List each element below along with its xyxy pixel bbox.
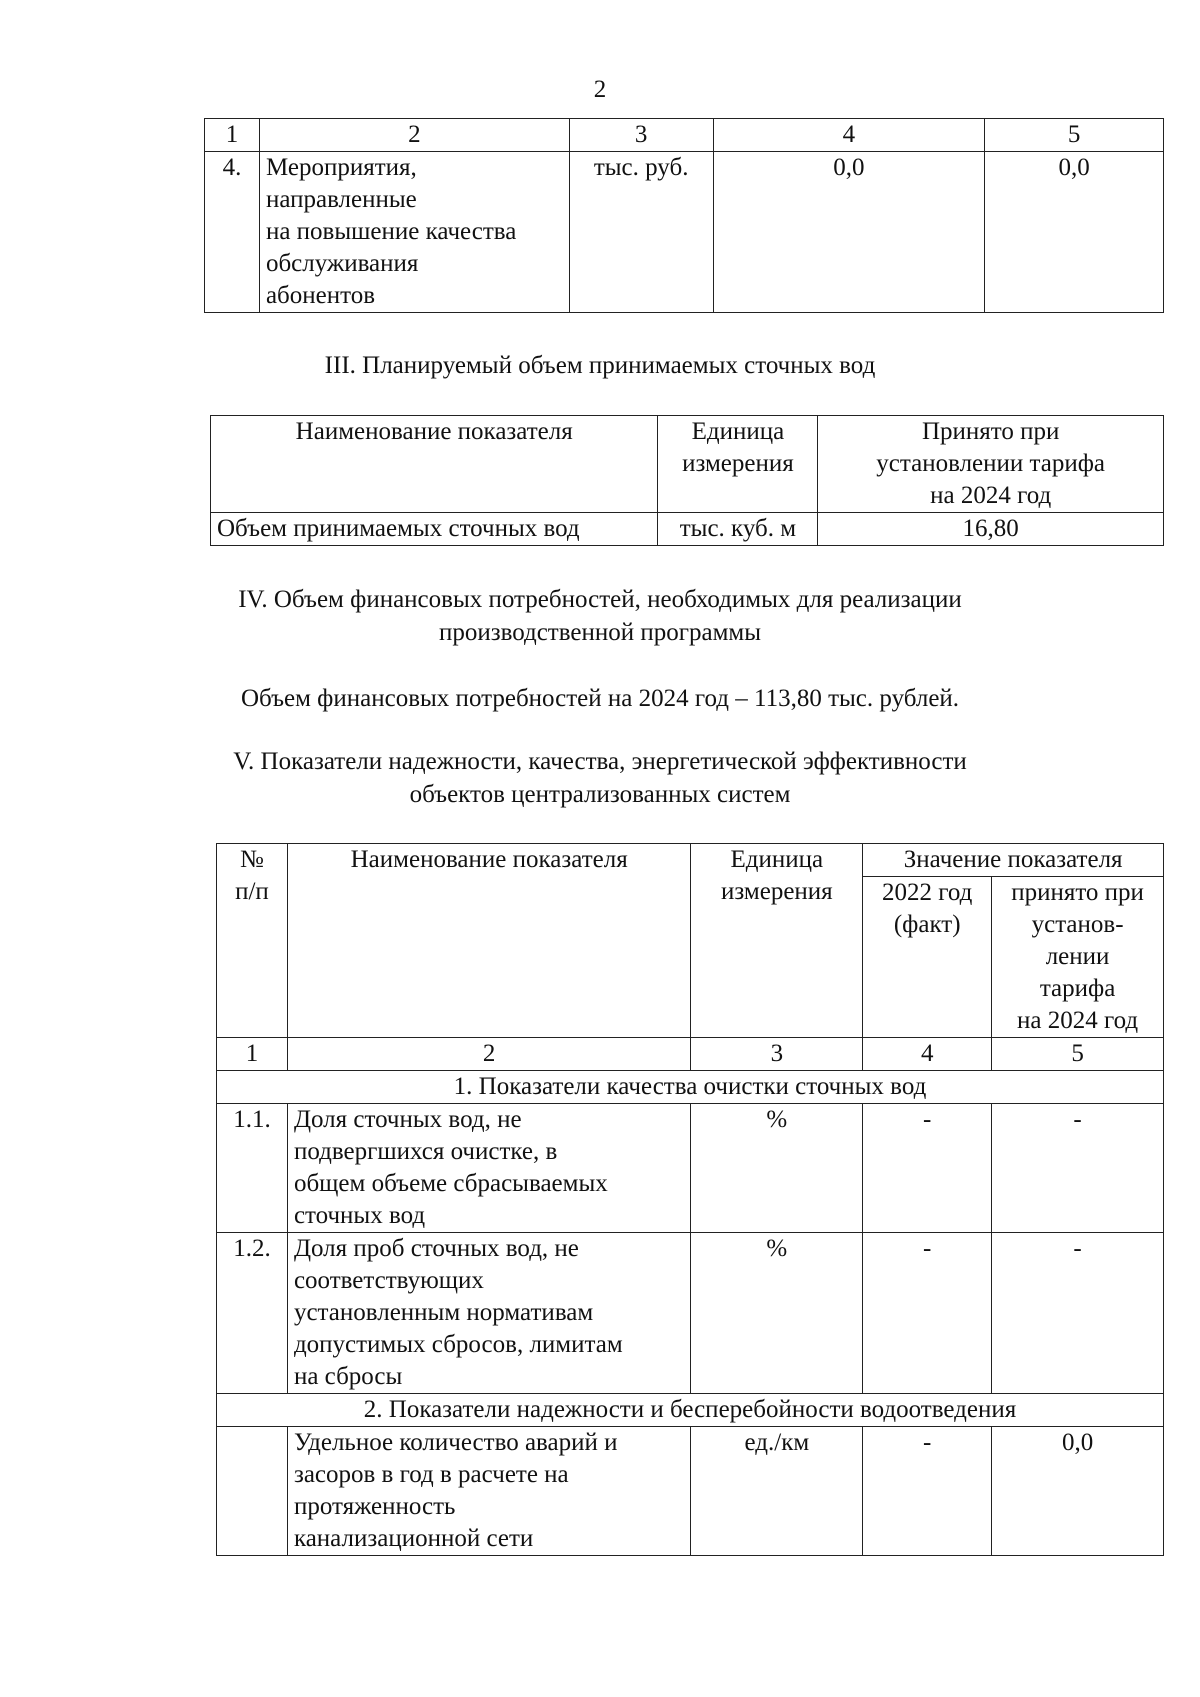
table-header-row: [217, 844, 1164, 877]
row-name-line: обслуживания: [265, 250, 419, 277]
group-2-title: 2. Показатели надежности и бесперебойности водоотведения: [217, 1394, 1164, 1427]
unit-header-line: Единица: [730, 846, 824, 873]
table-header-row: [205, 119, 1164, 152]
section-5-title-line: объектов централизованных систем: [409, 781, 791, 808]
row-tariff: 0,0: [992, 1427, 1164, 1556]
tariff-header-line: лении: [1045, 943, 1110, 970]
group-row: [217, 1394, 1164, 1427]
numbering-cell: 2: [287, 1038, 690, 1071]
row-name-line: на сбросы: [293, 1363, 403, 1390]
fact-header: [863, 877, 992, 1038]
row-name-line: Доля проб сточных вод, не: [293, 1235, 579, 1262]
indicator-name-header: Наименование показателя: [211, 416, 658, 513]
row-name-line: засоров в год в расчете на: [293, 1461, 569, 1488]
col-3-header: 3: [569, 119, 713, 152]
row-number: [217, 1427, 288, 1556]
row-name-line: подвергшихся очистке, в: [293, 1138, 558, 1165]
table-header-row: [211, 416, 1164, 513]
table-row: [217, 1427, 1164, 1556]
row-tariff: -: [992, 1104, 1164, 1233]
financial-statement: Объем финансовых потребностей на 2024 год – 113,80 тыс. рублей.: [240, 685, 960, 712]
tariff-header-line: Принято при: [921, 418, 1060, 445]
row-name: [287, 1233, 690, 1394]
numbering-cell: 4: [863, 1038, 992, 1071]
row-value: 16,80: [818, 513, 1164, 546]
numbering-row: [217, 1038, 1164, 1071]
tariff-header-line: принято при: [1011, 879, 1144, 906]
section-3-title: III. Планируемый объем принимаемых сточных вод: [324, 352, 876, 379]
table-row: [211, 513, 1164, 546]
row-fact: -: [863, 1104, 992, 1233]
section-5-title: [0, 745, 1200, 811]
row-name-line: протяженность: [293, 1493, 456, 1520]
fact-header-line: (факт): [893, 911, 961, 938]
numbering-cell: 3: [691, 1038, 863, 1071]
value-header: Значение показателя: [863, 844, 1164, 877]
unit-header: [691, 844, 863, 1038]
table-row: [205, 152, 1164, 313]
group-1-title: 1. Показатели качества очистки сточных вод: [217, 1071, 1164, 1104]
number-header-line: №: [240, 846, 264, 873]
tariff-header: [818, 416, 1164, 513]
section-5-title-line: V. Показатели надежности, качества, энергетической эффективности: [233, 748, 967, 775]
unit-header-line: измерения: [682, 450, 794, 477]
unit-header-line: измерения: [721, 878, 833, 905]
tariff-header-line: тарифа: [1039, 975, 1116, 1002]
numbering-cell: 1: [217, 1038, 288, 1071]
numbering-cell: 5: [992, 1038, 1164, 1071]
tariff-header-line: установ-: [1031, 911, 1124, 938]
row-name-line: на повышение качества: [265, 218, 517, 245]
row-name-line: направленные: [265, 186, 417, 213]
fact-header-line: 2022 год: [882, 879, 973, 906]
col-2-header: 2: [259, 119, 569, 152]
row-name-line: установленным нормативам: [293, 1299, 594, 1326]
row-value-5: 0,0: [985, 152, 1164, 313]
row-name: [259, 152, 569, 313]
section-4-title-line: IV. Объем финансовых потребностей, необходимых для реализации: [238, 586, 962, 613]
table-section-3: [210, 415, 1164, 546]
row-name-line: канализационной сети: [293, 1525, 534, 1552]
row-unit: %: [691, 1233, 863, 1394]
row-unit: тыс. руб.: [569, 152, 713, 313]
section-4-title: [0, 583, 1200, 649]
unit-header: [658, 416, 818, 513]
row-number: 4.: [205, 152, 260, 313]
row-name: [287, 1104, 690, 1233]
row-name-line: Удельное количество аварий и: [293, 1429, 618, 1456]
row-name-line: допустимых сбросов, лимитам: [293, 1331, 623, 1358]
col-4-header: 4: [713, 119, 985, 152]
table-row: [217, 1233, 1164, 1394]
row-name: [287, 1427, 690, 1556]
row-fact: -: [863, 1233, 992, 1394]
number-header-line: п/п: [235, 878, 269, 905]
group-row: [217, 1071, 1164, 1104]
number-header: [217, 844, 288, 1038]
row-unit: ед./км: [691, 1427, 863, 1556]
row-name-line: абонентов: [265, 282, 376, 309]
indicator-name-header: Наименование показателя: [287, 844, 690, 1038]
row-number: 1.1.: [217, 1104, 288, 1233]
row-name-line: общем объеме сбрасываемых: [293, 1170, 608, 1197]
row-unit: тыс. куб. м: [658, 513, 818, 546]
tariff-header: [992, 877, 1164, 1038]
row-fact: -: [863, 1427, 992, 1556]
table-section-5: [216, 843, 1164, 1556]
section-4-title-line: производственной программы: [438, 619, 762, 646]
tariff-header-line: на 2024 год: [1017, 1007, 1139, 1034]
table-continuation: [204, 118, 1164, 313]
row-number: 1.2.: [217, 1233, 288, 1394]
tariff-header-line: установлении тарифа: [876, 450, 1106, 477]
row-name-line: Доля сточных вод, не: [293, 1106, 522, 1133]
row-name-line: соответствующих: [293, 1267, 484, 1294]
col-5-header: 5: [985, 119, 1164, 152]
tariff-header-line: на 2024 год: [930, 482, 1052, 509]
row-value-4: 0,0: [713, 152, 985, 313]
unit-header-line: Единица: [691, 418, 785, 445]
row-name-line: сточных вод: [293, 1202, 426, 1229]
col-1-header: 1: [205, 119, 260, 152]
page-number: 2: [593, 76, 607, 103]
table-row: [217, 1104, 1164, 1233]
row-name-line: Мероприятия,: [265, 154, 417, 181]
row-tariff: -: [992, 1233, 1164, 1394]
row-unit: %: [691, 1104, 863, 1233]
row-name: Объем принимаемых сточных вод: [211, 513, 658, 546]
